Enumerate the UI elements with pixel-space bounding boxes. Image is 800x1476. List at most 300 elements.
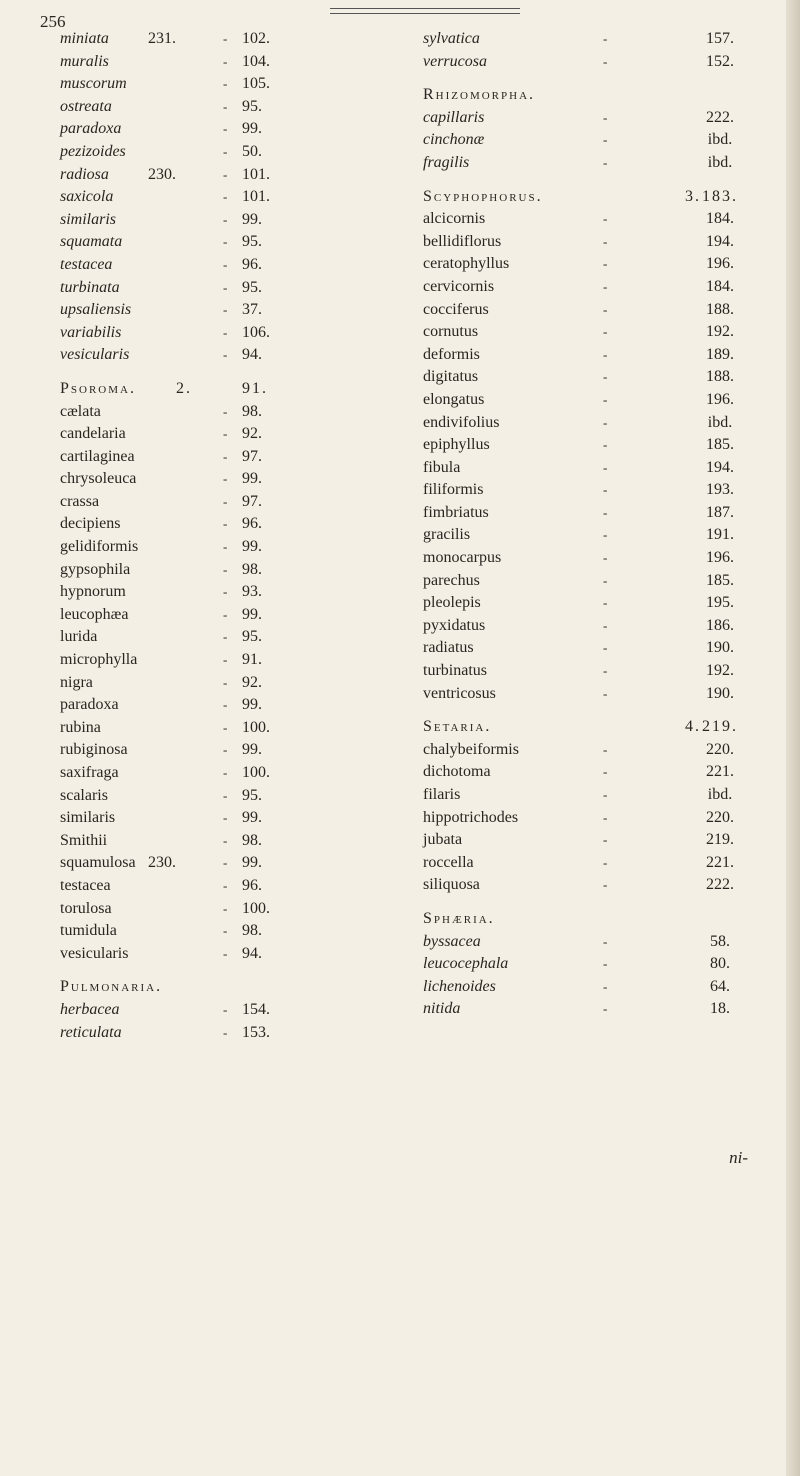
index-entry — [60, 581, 400, 604]
entry-page: 95. — [242, 233, 262, 251]
index-entry — [423, 344, 763, 367]
entry-name: parechus — [423, 571, 480, 589]
leader-dash: - — [603, 437, 608, 453]
leader-dash: - — [223, 923, 228, 939]
entry-page: 193. — [706, 481, 734, 499]
leader-dash: - — [603, 933, 608, 949]
entry-page: 102. — [242, 30, 270, 47]
index-entry — [423, 208, 763, 231]
entry-page: 91. — [242, 651, 262, 669]
entry-page: 100. — [242, 718, 270, 736]
index-entry — [423, 570, 763, 593]
entry-page: 18. — [710, 1000, 730, 1018]
entry-name: sylvatica — [423, 30, 480, 47]
index-genus-heading — [423, 186, 763, 209]
entry-volume: 230. — [148, 165, 176, 183]
entry-page: 101. — [242, 165, 270, 183]
entry-name: cælata — [60, 402, 101, 420]
leader-dash: - — [223, 302, 228, 318]
entry-name: nitida — [423, 1000, 461, 1018]
leader-dash: - — [603, 978, 608, 994]
entry-name: reticulata — [60, 1023, 122, 1041]
index-entry — [60, 322, 400, 345]
index-entry — [423, 321, 763, 344]
entry-name: lichenoides — [423, 977, 496, 995]
entry-page: 185. — [706, 571, 734, 589]
entry-name: gelidiformis — [60, 538, 139, 556]
entry-name: torulosa — [60, 899, 112, 917]
entry-name: variabilis — [60, 323, 122, 341]
entry-name: capillaris — [423, 108, 485, 126]
entry-page: 196. — [706, 255, 734, 273]
index-entry — [60, 649, 400, 672]
entry-page: 99. — [242, 120, 262, 138]
leader-dash: - — [223, 53, 228, 69]
entry-page: 222. — [706, 876, 734, 894]
entry-name: alcicornis — [423, 210, 486, 228]
entry-page: ibd. — [707, 413, 733, 431]
leader-dash: - — [603, 663, 608, 679]
index-spacer — [423, 705, 763, 716]
leader-dash: - — [603, 809, 608, 825]
entry-page: 154. — [242, 1000, 270, 1018]
leader-dash: - — [223, 189, 228, 205]
entry-page: 222. — [706, 108, 734, 126]
entry-page: 64. — [710, 977, 730, 995]
leader-dash: - — [223, 493, 228, 509]
entry-page: 183. — [702, 187, 738, 205]
entry-name: muscorum — [60, 75, 127, 93]
leader-dash: - — [603, 391, 608, 407]
entry-name: endivifolius — [423, 413, 500, 431]
entry-page: 153. — [242, 1023, 270, 1041]
leader-dash: - — [603, 832, 608, 848]
entry-page: 99. — [242, 470, 262, 488]
leader-dash: - — [223, 652, 228, 668]
entry-page: 195. — [706, 594, 734, 612]
index-column-right — [423, 28, 763, 1021]
index-entry — [423, 253, 763, 276]
index-entry — [60, 446, 400, 469]
index-entry — [60, 739, 400, 762]
leader-dash: - — [603, 1001, 608, 1017]
entry-name: epiphyllus — [423, 436, 490, 454]
entry-name: siliquosa — [423, 876, 480, 894]
index-entry — [423, 129, 763, 152]
entry-name: leucocephala — [423, 955, 509, 973]
entry-name: paradoxa — [60, 696, 119, 714]
entry-name: gypsophila — [60, 560, 131, 578]
index-entry — [60, 28, 400, 51]
entry-page: 190. — [706, 639, 734, 657]
index-entry — [60, 73, 400, 96]
index-spacer — [60, 965, 400, 976]
index-entry — [60, 762, 400, 785]
leader-dash: - — [603, 256, 608, 272]
entry-page: 188. — [706, 300, 734, 318]
entry-name: jubata — [423, 831, 463, 849]
entry-name: Pulmonaria. — [60, 978, 163, 996]
leader-dash: - — [223, 234, 228, 250]
index-genus-heading — [60, 378, 400, 401]
entry-page: 101. — [242, 188, 270, 206]
entry-page: 98. — [242, 560, 262, 578]
leader-dash: - — [223, 76, 228, 92]
leader-dash: - — [223, 211, 228, 227]
catchword: ni- — [729, 1148, 748, 1167]
entry-name: vesicularis — [60, 944, 129, 962]
leader-dash: - — [223, 516, 228, 532]
leader-dash: - — [223, 629, 228, 645]
index-entry — [423, 51, 763, 74]
entry-page: 187. — [706, 503, 734, 521]
leader-dash: - — [603, 550, 608, 566]
entry-page: 92. — [242, 673, 262, 691]
entry-page: 188. — [706, 368, 734, 386]
leader-dash: - — [223, 539, 228, 555]
entry-name: rubiginosa — [60, 741, 128, 759]
entry-name: elongatus — [423, 390, 485, 408]
index-entry — [423, 976, 763, 999]
index-entry — [60, 209, 400, 232]
entry-name: monocarpus — [423, 549, 502, 567]
leader-dash: - — [223, 674, 228, 690]
entry-name: cartilaginea — [60, 447, 135, 465]
index-entry — [423, 829, 763, 852]
leader-dash: - — [223, 719, 228, 735]
entry-page: 194. — [706, 458, 734, 476]
entry-name: muralis — [60, 52, 109, 70]
index-entry — [60, 118, 400, 141]
leader-dash: - — [223, 98, 228, 114]
index-entry — [60, 1022, 400, 1045]
entry-page: 58. — [710, 932, 730, 950]
entry-page: 191. — [706, 526, 734, 544]
index-entry — [423, 637, 763, 660]
entry-page: 190. — [706, 684, 734, 702]
entry-volume: 231. — [148, 30, 176, 47]
index-entry — [60, 51, 400, 74]
entry-name: pleolepis — [423, 594, 481, 612]
entry-name: pyxidatus — [423, 616, 486, 634]
leader-dash: - — [603, 685, 608, 701]
leader-dash: - — [603, 346, 608, 362]
entry-page: 105. — [242, 75, 270, 93]
index-entry — [60, 999, 400, 1022]
entry-name: roccella — [423, 853, 474, 871]
entry-name: chrysoleuca — [60, 470, 137, 488]
index-entry — [423, 479, 763, 502]
entry-name: testacea — [60, 876, 111, 894]
leader-dash: - — [223, 877, 228, 893]
index-entry — [60, 559, 400, 582]
index-entry — [60, 423, 400, 446]
entry-name: saxifraga — [60, 764, 119, 781]
entry-page: 99. — [242, 854, 262, 872]
entry-page: 99. — [242, 605, 262, 623]
index-entry — [60, 468, 400, 491]
leader-dash: - — [223, 765, 228, 780]
entry-name: cocciferus — [423, 300, 489, 318]
index-entry — [423, 524, 763, 547]
entry-page: 100. — [242, 899, 270, 917]
index-entry — [60, 717, 400, 740]
entry-volume: 2. — [176, 379, 192, 397]
entry-page: 91. — [242, 379, 268, 397]
leader-dash: - — [603, 459, 608, 475]
leader-dash: - — [603, 233, 608, 249]
entry-page: 194. — [706, 232, 734, 250]
leader-dash: - — [223, 471, 228, 487]
entry-volume: 4. — [685, 718, 701, 736]
index-entry — [60, 96, 400, 119]
entry-name: gracilis — [423, 526, 471, 544]
index-entry — [60, 875, 400, 898]
entry-page: 184. — [706, 277, 734, 295]
entry-page: 99. — [242, 538, 262, 556]
entry-name: turbinata — [60, 278, 120, 296]
leader-dash: - — [223, 606, 228, 622]
leader-dash: - — [603, 154, 608, 170]
index-entry — [60, 164, 400, 187]
entry-volume: 230. — [148, 854, 176, 872]
entry-page: 97. — [242, 492, 262, 510]
entry-name: turbinatus — [423, 662, 487, 680]
entry-name: Smithii — [60, 831, 108, 849]
index-entry — [423, 457, 763, 480]
leader-dash: - — [223, 324, 228, 340]
entry-name: ventricosus — [423, 684, 496, 702]
entry-page: 93. — [242, 583, 262, 601]
entry-page: 96. — [242, 876, 262, 894]
index-entry — [423, 660, 763, 683]
entry-page: 196. — [706, 549, 734, 567]
index-genus-heading — [423, 84, 763, 107]
entry-name: fibula — [423, 458, 461, 476]
entry-page: 95. — [242, 628, 262, 646]
index-genus-heading — [60, 976, 400, 999]
leader-dash: - — [603, 741, 608, 757]
entry-page: 100. — [242, 764, 270, 781]
leader-dash: - — [603, 414, 608, 430]
entry-page: 192. — [706, 323, 734, 341]
leader-dash: - — [223, 900, 228, 916]
entry-name: tumidula — [60, 922, 117, 940]
entry-page: 104. — [242, 52, 270, 70]
entry-page: 192. — [706, 662, 734, 680]
entry-name: Setaria. — [423, 718, 492, 736]
index-entry — [60, 344, 400, 367]
index-entry — [60, 898, 400, 921]
leader-dash: - — [603, 595, 608, 611]
leader-dash: - — [223, 256, 228, 272]
entry-name: testacea — [60, 255, 113, 273]
entry-page: 94. — [242, 944, 262, 962]
index-entry — [423, 231, 763, 254]
leader-dash: - — [223, 31, 228, 46]
entry-page: 186. — [706, 616, 734, 634]
entry-name: paradoxa — [60, 120, 122, 138]
entry-name: nigra — [60, 673, 93, 691]
entry-name: Scyphophorus. — [423, 187, 543, 205]
index-entry — [423, 592, 763, 615]
index-genus-heading — [423, 716, 763, 739]
leader-dash: - — [223, 855, 228, 871]
index-entry — [60, 513, 400, 536]
index-entry — [60, 626, 400, 649]
index-entry — [60, 694, 400, 717]
leader-dash: - — [603, 877, 608, 893]
index-entry — [60, 943, 400, 966]
entry-name: candelaria — [60, 425, 126, 443]
entry-name: Sphæria. — [423, 909, 495, 927]
entry-page: 157. — [706, 30, 734, 47]
leader-dash: - — [603, 53, 608, 69]
entry-name: upsaliensis — [60, 301, 132, 319]
index-entry — [60, 141, 400, 164]
entry-name: Rhizomorpha. — [423, 86, 536, 104]
index-entry — [423, 152, 763, 175]
entry-name: ceratophyllus — [423, 255, 510, 273]
entry-name: herbacea — [60, 1000, 120, 1018]
entry-page: 219. — [702, 718, 738, 736]
entry-name: hypnorum — [60, 583, 126, 601]
leader-dash: - — [223, 166, 228, 182]
leader-dash: - — [223, 143, 228, 159]
entry-page: 97. — [242, 447, 262, 465]
index-entry — [60, 277, 400, 300]
index-entry — [60, 604, 400, 627]
entry-name: lurida — [60, 628, 98, 646]
entry-page: 98. — [242, 922, 262, 940]
entry-name: saxicola — [60, 188, 114, 206]
entry-name: verrucosa — [423, 52, 487, 70]
entry-page: ibd. — [707, 786, 733, 803]
entry-name: decipiens — [60, 515, 121, 533]
index-entry — [60, 401, 400, 424]
entry-page: 196. — [706, 390, 734, 408]
index-spacer — [60, 367, 400, 378]
entry-volume: 3. — [685, 187, 701, 205]
leader-dash: - — [223, 584, 228, 600]
index-entry — [423, 683, 763, 706]
entry-name: rubina — [60, 718, 101, 736]
leader-dash: - — [223, 945, 228, 961]
index-entry — [423, 276, 763, 299]
entry-name: similaris — [60, 210, 117, 228]
entry-name: cinchonæ — [423, 131, 485, 149]
leader-dash: - — [223, 832, 228, 848]
leader-dash: - — [603, 640, 608, 656]
leader-dash: - — [223, 426, 228, 442]
entry-page: 189. — [706, 345, 734, 363]
page-number: 256 — [40, 12, 66, 31]
index-entry — [423, 434, 763, 457]
leader-dash: - — [603, 109, 608, 125]
entry-page: 185. — [706, 436, 734, 454]
leader-dash: - — [223, 347, 228, 363]
index-entry — [60, 299, 400, 322]
index-entry — [60, 536, 400, 559]
entry-name: Psoroma. — [60, 379, 136, 397]
entry-name: digitatus — [423, 368, 479, 386]
leader-dash: - — [603, 482, 608, 498]
entry-name: filiformis — [423, 481, 484, 499]
leader-dash: - — [603, 369, 608, 385]
entry-page: 99. — [242, 210, 262, 228]
entry-page: 96. — [242, 515, 262, 533]
entry-name: byssacea — [423, 932, 481, 950]
entry-name: deformis — [423, 345, 480, 363]
leader-dash: - — [603, 324, 608, 340]
entry-name: bellidiflorus — [423, 232, 502, 250]
entry-page: 95. — [242, 97, 262, 115]
index-entry — [60, 254, 400, 277]
entry-name: vesicularis — [60, 346, 130, 364]
index-entry — [60, 231, 400, 254]
entry-name: radiatus — [423, 639, 474, 657]
index-entry — [60, 491, 400, 514]
index-entry — [60, 920, 400, 943]
entry-page: 99. — [242, 741, 262, 759]
entry-name: ostreata — [60, 97, 112, 115]
index-column-left — [60, 28, 400, 1044]
entry-name: microphylla — [60, 651, 138, 669]
entry-name: cornutus — [423, 323, 479, 341]
leader-dash: - — [223, 561, 228, 577]
entry-page: 152. — [706, 52, 734, 70]
entry-name: cervicornis — [423, 277, 495, 295]
index-entry — [423, 412, 763, 435]
index-entry — [60, 807, 400, 830]
entry-page: 99. — [242, 696, 262, 714]
entry-page: 94. — [242, 346, 262, 364]
index-spacer — [423, 175, 763, 186]
entry-name: squamata — [60, 233, 123, 251]
leader-dash: - — [603, 278, 608, 294]
leader-dash: - — [223, 1001, 228, 1017]
entry-page: 95. — [242, 786, 262, 804]
entry-page: 98. — [242, 831, 262, 849]
entry-name: dichotoma — [423, 763, 491, 781]
index-entry — [423, 761, 763, 784]
index-entry — [423, 107, 763, 130]
index-entry — [423, 998, 763, 1021]
leader-dash: - — [603, 301, 608, 317]
leader-dash: - — [603, 504, 608, 520]
leader-dash: - — [603, 132, 608, 148]
entry-page: 220. — [706, 740, 734, 758]
index-entry — [423, 931, 763, 954]
index-entry — [423, 807, 763, 830]
index-genus-heading — [423, 908, 763, 931]
entry-name: hippotrichodes — [423, 808, 519, 826]
index-entry — [60, 785, 400, 808]
index-entry — [423, 389, 763, 412]
leader-dash: - — [223, 697, 228, 713]
entry-page: 219. — [706, 831, 734, 849]
entry-page: 95. — [242, 278, 262, 296]
index-entry — [423, 874, 763, 897]
entry-page: ibd. — [707, 131, 733, 149]
leader-dash: - — [603, 617, 608, 633]
index-entry — [60, 186, 400, 209]
entry-name: scalaris — [60, 786, 108, 804]
header-rule — [330, 8, 520, 14]
entry-page: 50. — [242, 142, 262, 160]
index-entry — [423, 547, 763, 570]
index-entry — [423, 852, 763, 875]
